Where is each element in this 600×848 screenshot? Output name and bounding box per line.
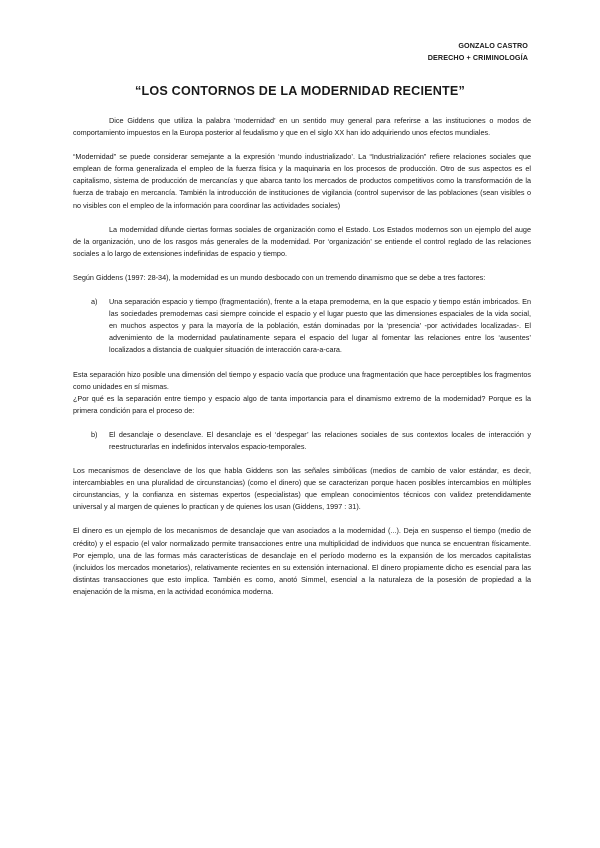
- document-body: [73, 115, 531, 610]
- document-header: [428, 40, 528, 64]
- paragraph-pregunta: ¿Por qué es la separación entre tiempo y espacio algo de tanta importancia para el dinamismo extremo de la modernidad? Porque es la primera condición para el proceso de:: [73, 393, 531, 415]
- paragraph-modernidad: “Modernidad” se puede considerar semejante a la expresión ‘mundo industrializado’. La “Industrialización” refiere relaciones sociales que emplean de forma generalizada el empleo de la fuerza física y la maquinaria en los procesos de producción. Otro de sus aspectos es el capitalismo, sistema de producción de mercancías y que abarca tanto los mercados de productos competitivos como la transformación de la fuerza de trabajo en mercancía. También la introducción de instituciones de vigilancia (control supervisor de las poblaciones (sean visibles o no visibles con el empleo de la información para coordinar las actividades sociales): [73, 152, 531, 210]
- list-text-a: Una separación espacio y tiempo (fragmentación), frente a la etapa premoderna, en la que espacio y tiempo están imbricados. En las sociedades premodernas casi siempre coincide el espacio y el lugar puesto que las dimensiones espaciales de la vida social, en muchos aspectos y para la mayoría de la población, están dominadas por la ‘presencia’ -por actividades localizadas-. El advenimiento de la modernidad paulatinamente separa el espacio del lugar al fomentar las relaciones entre los ‘ausentes’ localizados a distancia de cualquier situación de interacción cara-a-cara.: [109, 297, 531, 355]
- paragraph-intro: Dice Giddens que utiliza la palabra ‘modernidad’ en un sentido muy general para referirse a las instituciones o modos de comportamiento impuestos en la Europa posterior al feudalismo y que en el siglo XX han ido adquiriendo unos efectos mundiales.: [73, 116, 531, 138]
- list-text-b: El desanclaje o desenclave. El desanclaje es el ‘despegar’ las relaciones sociales de sus contextos locales de interacción y reestructurarlas en indefinidos intervalos espacio-temporales.: [109, 429, 531, 451]
- subject-label: DERECHO + CRIMINOLOGÍA: [427, 53, 528, 62]
- list-item-a: [73, 296, 531, 356]
- paragraph-separacion: Esta separación hizo posible una dimensión del tiempo y espacio vacía que produce una fragmentación que hace perceptibles los fragmentos como unidades en sí mismas.: [73, 369, 531, 391]
- paragraph-mecanismos: Los mecanismos de desenclave de los que habla Giddens son las señales simbólicas (medios de cambio de valor estándar, es decir, intercambiables en una pluralidad de circunstancias) (como el dinero) que se caracterizan porque hacen posibles intercambios en múltiples circunstancias, y la confianza en sistemas expertos (especialistas) que emplean conocimientos técnicos con validez pretendidamente universal y al margen de quienes lo practican y de quienes los usan (Giddens, 1997 : 31).: [73, 466, 531, 512]
- list-marker-a: a): [91, 297, 98, 307]
- paragraph-organizacion: La modernidad difunde ciertas formas sociales de organización como el Estado. Los Estados modernos son un ejemplo del auge de la organización, uno de los rasgos más generales de la modernidad. Por ‘organización’ se entiende el control reglado de las relaciones sociales a lo largo de extensiones indefinidas de espacio y tiempo.: [73, 224, 531, 258]
- list-item-b: [73, 429, 531, 453]
- author-name: GONZALO CASTRO: [458, 41, 528, 50]
- paragraph-factores: Según Giddens (1997: 28-34), la modernidad es un mundo desbocado con un tremendo dinamismo que se debe a tres factores:: [73, 272, 486, 282]
- document-title: “LOS CONTORNOS DE LA MODERNIDAD RECIENTE”: [134, 84, 466, 98]
- list-marker-b: b): [91, 429, 98, 439]
- paragraph-dinero: El dinero es un ejemplo de los mecanismos de desanclaje que van asociados a la modernidad (...). Deja en suspenso el tiempo (medio de crédito) y el espacio (el valor normalizado permite transacciones entre una multiplicidad de individuos que nunca se encuentran físicamente. Por ejemplo, una de las formas más características de desanclaje en el período moderno es la expansión de los mercados capitalistas (incluidos los mercados monetarios), relativamente recientes en su extensión internacional. El dinero propiamente dicho es esencial para las distintas transacciones que esto implica. También es como, anotó Simmel, esencial a la naturaleza de la posesión de propiedad a la enajenación de la misma, en la actividad económica moderna.: [73, 526, 531, 596]
